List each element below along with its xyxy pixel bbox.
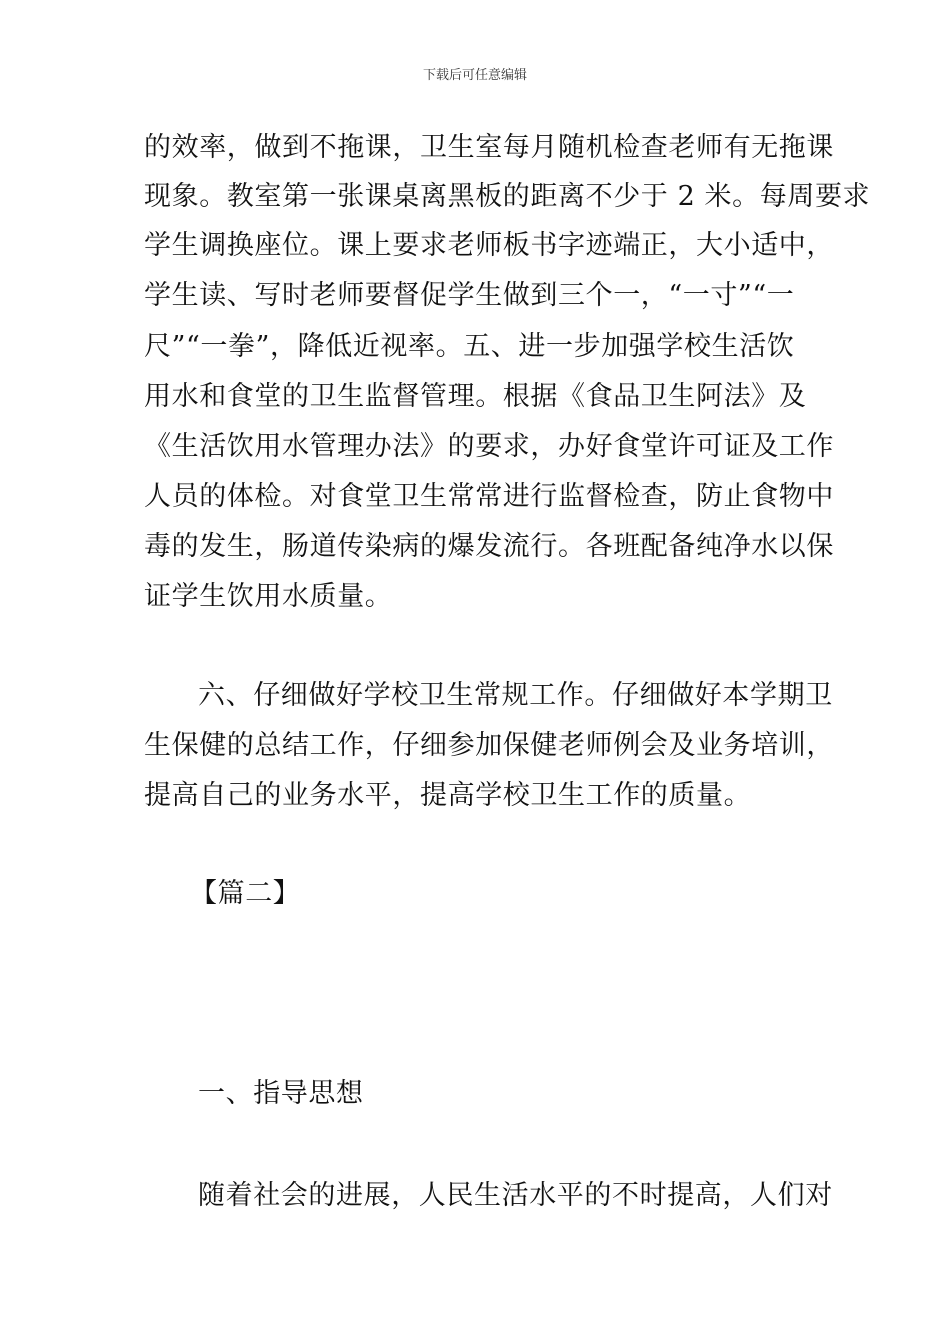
text-line: 生保健的总结工作，仔细参加保健老师例会及业务培训，	[144, 730, 834, 761]
text-line: 《生活饮用水管理办法》的要求，办好食堂许可证及工作	[144, 431, 834, 462]
page-header: 下载后可任意编辑	[422, 68, 527, 83]
paragraph-first-line: 六、仔细做好学校卫生常规工作。仔细做好本学期卫	[198, 680, 833, 711]
text-line: 学生读、写时老师要督促学生做到三个一，“一寸”“一	[144, 280, 795, 311]
text-line: 证学生饮用水质量。	[144, 581, 393, 612]
paragraph-first-line: 随着社会的进展，人民生活水平的不时提高，人们对	[198, 1180, 833, 1211]
text-line: 用水和食堂的卫生监督管理。根据《食品卫生阿法》及	[144, 381, 807, 412]
subsection-heading: 一、指导思想	[198, 1078, 364, 1109]
section-heading: 【篇二】	[190, 878, 301, 909]
text-line: 尺”“一拳”，降低近视率。五、进一步加强学校生活饮	[144, 331, 795, 362]
text-line: 提高自己的业务水平，提高学校卫生工作的质量。	[144, 780, 752, 811]
text-line: 现象。教室第一张课桌离黑板的距离不少于 2 米。每周要求	[144, 181, 871, 212]
text-line: 毒的发生，肠道传染病的爆发流行。各班配备纯净水以保	[144, 531, 834, 562]
text-line: 学生调换座位。课上要求老师板书字迹端正，大小适中，	[144, 230, 834, 261]
text-line: 人员的体检。对食堂卫生常常进行监督检查，防止食物中	[144, 481, 834, 512]
text-line: 的效率，做到不拖课，卫生室每月随机检查老师有无拖课	[144, 132, 834, 163]
